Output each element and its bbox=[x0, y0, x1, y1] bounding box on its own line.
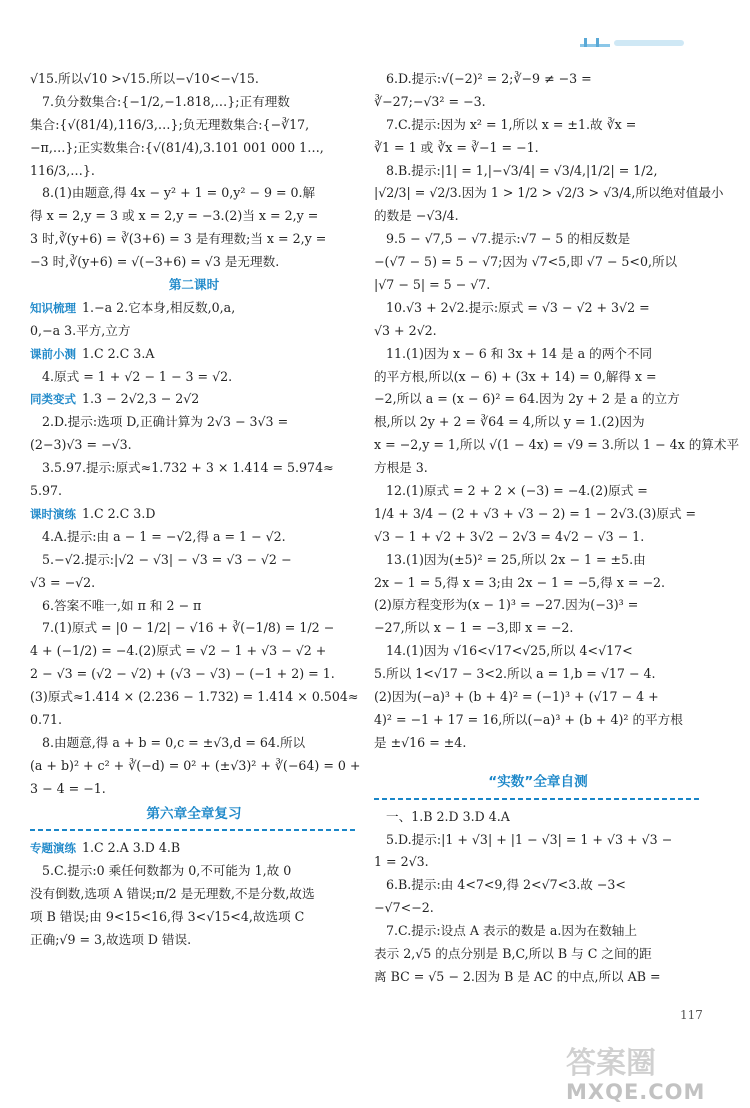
answer-text: 13.(1)因为(±5)² = 25,所以 2x − 1 = ±5.由 bbox=[386, 551, 646, 567]
answer-text: 7.C.提示:设点 A 表示的数是 a.因为在数轴上 bbox=[386, 923, 637, 939]
text-line bbox=[30, 883, 358, 906]
text-line bbox=[30, 755, 361, 778]
text-line bbox=[374, 68, 702, 91]
answer-text: 0.71. bbox=[30, 711, 63, 727]
text-line bbox=[30, 663, 358, 686]
answer-text: √3 = −√2. bbox=[30, 574, 96, 590]
answer-text: (2)原方程变形为(x − 1)³ = −27.因为(−3)³ = bbox=[374, 597, 639, 613]
subsection-label: 课时演练 bbox=[30, 506, 76, 521]
answer-text: 1 = 2√3. bbox=[374, 854, 429, 870]
chapter-heading: “实数”全章自测 bbox=[488, 773, 588, 790]
answer-text: 1.3 − 2√2,3 − 2√2 bbox=[82, 391, 200, 407]
answer-text: ∛1 = 1 或 ∛x = ∛−1 = −1. bbox=[374, 139, 539, 155]
answer-text: 项 B 错误;由 9<15<16,得 3<√15<4,故选项 C bbox=[30, 909, 305, 925]
page-number: 117 bbox=[680, 1008, 703, 1022]
text-line bbox=[374, 966, 702, 989]
text-line bbox=[374, 137, 702, 160]
text-line bbox=[374, 806, 702, 829]
text-line bbox=[30, 137, 358, 160]
text-line bbox=[374, 920, 702, 943]
text-line bbox=[374, 320, 702, 343]
text-line bbox=[374, 343, 702, 366]
text-line bbox=[30, 595, 358, 618]
text-line bbox=[374, 663, 702, 686]
answer-text: 的平方根,所以(x − 6) + (3x + 14) = 0,解得 x = bbox=[374, 368, 657, 384]
answer-text: 4.A.提示:由 a − 1 = −√2,得 a = 1 − √2. bbox=[42, 528, 286, 544]
text-line bbox=[374, 709, 702, 732]
answer-text: −(√7 − 5) = 5 − √7;因为 √7<5,即 √7 − 5<0,所以 bbox=[374, 254, 678, 270]
header-logo bbox=[580, 34, 690, 50]
subsection-label: 专题演练 bbox=[30, 841, 76, 856]
chapter-heading: 第六章全章复习 bbox=[146, 805, 242, 822]
text-line bbox=[374, 640, 702, 663]
answer-text: 方根是 3. bbox=[374, 460, 428, 476]
text-line bbox=[374, 274, 702, 297]
answer-text: 1.−a 2.它本身,相反数,0,a, bbox=[82, 299, 236, 315]
watermark-site: MXQE.COM bbox=[566, 1080, 706, 1104]
text-line bbox=[30, 228, 358, 251]
answer-text: ∛−27;−√3² = −3. bbox=[374, 93, 486, 109]
chapter-heading-block bbox=[30, 803, 358, 832]
answer-text: 2x − 1 = 5,得 x = 3;由 2x − 1 = −5,得 x = −2. bbox=[374, 574, 666, 590]
text-line bbox=[374, 205, 702, 228]
answer-text: 6.B.提示:由 4<7<9,得 2<√7<3.故 −3< bbox=[386, 877, 626, 893]
text-line bbox=[30, 434, 358, 457]
answer-text: 5.D.提示:|1 + √3| + |1 − √3| = 1 + √3 + √3 − bbox=[386, 831, 673, 847]
answer-text: 2 − √3 = (√2 − √2) + (√3 − √3) − (−1 + 2) = 1. bbox=[30, 666, 335, 682]
text-line bbox=[374, 594, 702, 617]
answer-text: 4)² = −1 + 17 = 16,所以(−a)³ + (b + 4)² 的平方根 bbox=[374, 711, 683, 727]
answer-text: 11.(1)因为 x − 6 和 3x + 14 是 a 的两个不同 bbox=[386, 345, 653, 361]
text-line bbox=[30, 68, 358, 91]
answer-text: 4 + (−1/2) = −4.(2)原式 = √2 − 1 + √3 − √2 + bbox=[30, 643, 327, 659]
text-line bbox=[30, 526, 358, 549]
answer-text: √15.所以√10 >√15.所以−√10<−√15. bbox=[30, 71, 259, 86]
answer-text: −π,…};正实数集合:{√(81/4),3.101 001 000 1…, bbox=[30, 139, 324, 155]
text-line bbox=[374, 943, 702, 966]
text-line bbox=[374, 897, 702, 920]
text-line bbox=[374, 874, 702, 897]
text-line bbox=[30, 929, 358, 952]
answer-text: 一、1.B 2.D 3.D 4.A bbox=[386, 808, 510, 824]
text-line bbox=[30, 205, 358, 228]
text-line bbox=[374, 160, 702, 183]
answer-text: 6.D.提示:√(−2)² = 2;∛−9 ≠ −3 = bbox=[386, 71, 592, 86]
text-line bbox=[374, 480, 702, 503]
text-line bbox=[374, 503, 702, 526]
answer-text: 7.负分数集合:{−1/2,−1.818,…};正有理数 bbox=[42, 93, 290, 109]
text-line bbox=[30, 617, 358, 640]
answer-text: x = −2,y = 1,所以 √(1 − 4x) = √9 = 3.所以 1 − 4x 的算术平 bbox=[374, 437, 740, 453]
answer-text: 5.C.提示:0 乘任何数都为 0,不可能为 1,故 0 bbox=[42, 863, 292, 879]
text-line bbox=[374, 366, 702, 389]
text-line bbox=[374, 851, 702, 874]
text-line bbox=[30, 503, 358, 526]
answer-text: 8.B.提示:|1| = 1,|−√3/4| = √3/4,|1/2| = 1/2, bbox=[386, 162, 658, 178]
answer-text: |√2/3| = √2/3.因为 1 > 1/2 > √2/3 > √3/4,所以绝对值最小 bbox=[374, 185, 724, 201]
spacer bbox=[374, 755, 702, 769]
answer-text: −3 时,∛(y+6) = √(−3+6) = √3 是无理数. bbox=[30, 254, 280, 270]
text-line bbox=[374, 572, 702, 595]
text-line bbox=[374, 526, 702, 549]
text-line bbox=[30, 640, 358, 663]
answer-text: 12.(1)原式 = 2 + 2 × (−3) = −4.(2)原式 = bbox=[386, 483, 648, 499]
answer-text: 2.D.提示:选项 D,正确计算为 2√3 − 3√3 = bbox=[42, 414, 289, 430]
text-line bbox=[30, 366, 358, 389]
text-line bbox=[30, 572, 358, 595]
answer-text: 0,−a 3.平方,立方 bbox=[30, 322, 131, 338]
answer-text: 8.由题意,得 a + b = 0,c = ±√3,d = 64.所以 bbox=[42, 734, 306, 750]
answer-text: 表示 2,√5 的点分别是 B,C,所以 B 与 C 之间的距 bbox=[374, 945, 652, 961]
answer-text: 没有倒数,选项 A 错误;π/2 是无理数,不是分数,故选 bbox=[30, 886, 315, 902]
answer-text: 3 − 4 = −1. bbox=[30, 780, 106, 796]
answer-text: 1.C 2.A 3.D 4.B bbox=[82, 840, 181, 856]
answer-text: 3 时,∛(y+6) = ∛(3+6) = 3 是有理数;当 x = 2,y = bbox=[30, 231, 327, 247]
answer-text: 116/3,…}. bbox=[30, 162, 95, 178]
text-line bbox=[374, 297, 702, 320]
answer-text: 10.√3 + 2√2.提示:原式 = √3 − √2 + 3√2 = bbox=[386, 299, 650, 315]
answer-text: 5.−√2.提示:|√2 − √3| − √3 = √3 − √2 − bbox=[42, 551, 292, 567]
text-line bbox=[374, 732, 702, 755]
answer-text: (2)因为(−a)³ + (b + 4)² = (−1)³ + (√17 − 4 + bbox=[374, 689, 659, 705]
answer-text: 1.C 2.C 3.A bbox=[82, 345, 155, 361]
answer-text: (3)原式≈1.414 × (2.236 − 1.732) = 1.414 × 0.504≈ bbox=[30, 689, 359, 705]
text-line bbox=[30, 388, 358, 411]
answer-text: 离 BC = √5 − 2.因为 B 是 AC 的中点,所以 AB = bbox=[374, 968, 661, 984]
answer-text: 5.所以 1<√17 − 3<2.所以 a = 1,b = √17 − 4. bbox=[374, 666, 656, 682]
text-line bbox=[30, 297, 358, 320]
text-line bbox=[374, 686, 702, 709]
text-line bbox=[30, 549, 358, 572]
text-line bbox=[30, 320, 358, 343]
answer-text: 4.原式 = 1 + √2 − 1 − 3 = √2. bbox=[42, 368, 233, 384]
watermark-logo: 答案圈 bbox=[566, 1046, 656, 1081]
text-line bbox=[30, 91, 358, 114]
answer-text: 14.(1)因为 √16<√17<√25,所以 4<√17< bbox=[386, 643, 633, 659]
answer-text: |√7 − 5| = 5 − √7. bbox=[374, 277, 491, 293]
text-line bbox=[30, 906, 358, 929]
text-line bbox=[30, 709, 358, 732]
text-line bbox=[374, 388, 702, 411]
answer-text: 根,所以 2y + 2 = ∛64 = 4,所以 y = 1.(2)因为 bbox=[374, 414, 645, 430]
text-line bbox=[374, 182, 724, 205]
answer-text: 7.(1)原式 = |0 − 1/2| − √16 + ∛(−1/8) = 1/2 − bbox=[42, 620, 335, 636]
text-line bbox=[374, 829, 702, 852]
answer-text: 正确;√9 = 3,故选项 D 错误. bbox=[30, 931, 192, 947]
text-line bbox=[374, 411, 702, 434]
text-line bbox=[374, 617, 702, 640]
subsection-label: 同类变式 bbox=[30, 392, 76, 407]
answer-text: (a + b)² + c² + ∛(−d) = 0² + (±√3)² + ∛(−64) = 0 + bbox=[30, 757, 361, 773]
text-line bbox=[374, 91, 702, 114]
answer-text: 6.答案不唯一,如 π 和 2 − π bbox=[42, 597, 202, 613]
text-line bbox=[30, 732, 358, 755]
text-line bbox=[30, 182, 358, 205]
answer-text: √3 − 1 + √2 + 3√2 − 2√3 = 4√2 − √3 − 1. bbox=[374, 528, 645, 544]
text-line bbox=[30, 160, 358, 183]
text-line bbox=[30, 457, 358, 480]
watermark bbox=[558, 1038, 738, 1104]
text-line bbox=[374, 251, 702, 274]
answer-text: 集合:{√(81/4),116/3,…};负无理数集合:{−∛17, bbox=[30, 116, 310, 132]
text-line bbox=[374, 114, 702, 137]
answer-text: 的数是 −√3/4. bbox=[374, 208, 459, 224]
answer-text: 是 ±√16 = ±4. bbox=[374, 734, 467, 750]
text-line bbox=[30, 251, 358, 274]
text-line bbox=[374, 549, 702, 572]
answer-text: 1.C 2.C 3.D bbox=[82, 505, 156, 521]
text-line bbox=[30, 480, 358, 503]
left-column bbox=[30, 68, 361, 952]
chapter-heading-block bbox=[374, 771, 702, 800]
text-line bbox=[30, 114, 358, 137]
dashed-divider bbox=[374, 798, 702, 800]
text-line bbox=[30, 411, 358, 434]
answer-text: −√7<−2. bbox=[374, 900, 434, 916]
answer-text: 5.97. bbox=[30, 483, 63, 499]
text-line bbox=[374, 434, 740, 457]
text-line bbox=[30, 686, 358, 709]
answer-text: (2−3)√3 = −√3. bbox=[30, 437, 132, 453]
text-line bbox=[30, 778, 358, 801]
answer-text: −27,所以 x − 1 = −3,即 x = −2. bbox=[374, 620, 574, 636]
text-line bbox=[30, 837, 358, 860]
answer-text: 3.5.97.提示:原式≈1.732 + 3 × 1.414 = 5.974≈ bbox=[42, 460, 334, 476]
subsection-label: 课前小测 bbox=[30, 346, 76, 361]
right-column bbox=[374, 68, 740, 989]
text-line bbox=[374, 457, 702, 480]
dashed-divider bbox=[30, 829, 358, 831]
answer-text: 得 x = 2,y = 3 或 x = 2,y = −3.(2)当 x = 2,y = bbox=[30, 208, 319, 224]
text-line bbox=[30, 343, 358, 366]
answer-text: 7.C.提示:因为 x² = 1,所以 x = ±1.故 ∛x = bbox=[386, 116, 637, 132]
section-heading: 第二课时 bbox=[168, 277, 220, 293]
subsection-label: 知识梳理 bbox=[30, 300, 76, 315]
text-line bbox=[374, 228, 702, 251]
answer-text: 9.5 − √7,5 − √7.提示:√7 − 5 的相反数是 bbox=[386, 231, 631, 247]
answer-text: √3 + 2√2. bbox=[374, 322, 437, 338]
answer-text: 1/4 + 3/4 − (2 + √3 + √3 − 2) = 1 − 2√3.(3)原式 = bbox=[374, 505, 697, 521]
text-line bbox=[30, 860, 358, 883]
answer-text: −2,所以 a = (x − 6)² = 64.因为 2y + 2 是 a 的立方 bbox=[374, 391, 680, 407]
answer-text: 8.(1)由题意,得 4x − y² + 1 = 0,y² − 9 = 0.解 bbox=[42, 185, 316, 201]
